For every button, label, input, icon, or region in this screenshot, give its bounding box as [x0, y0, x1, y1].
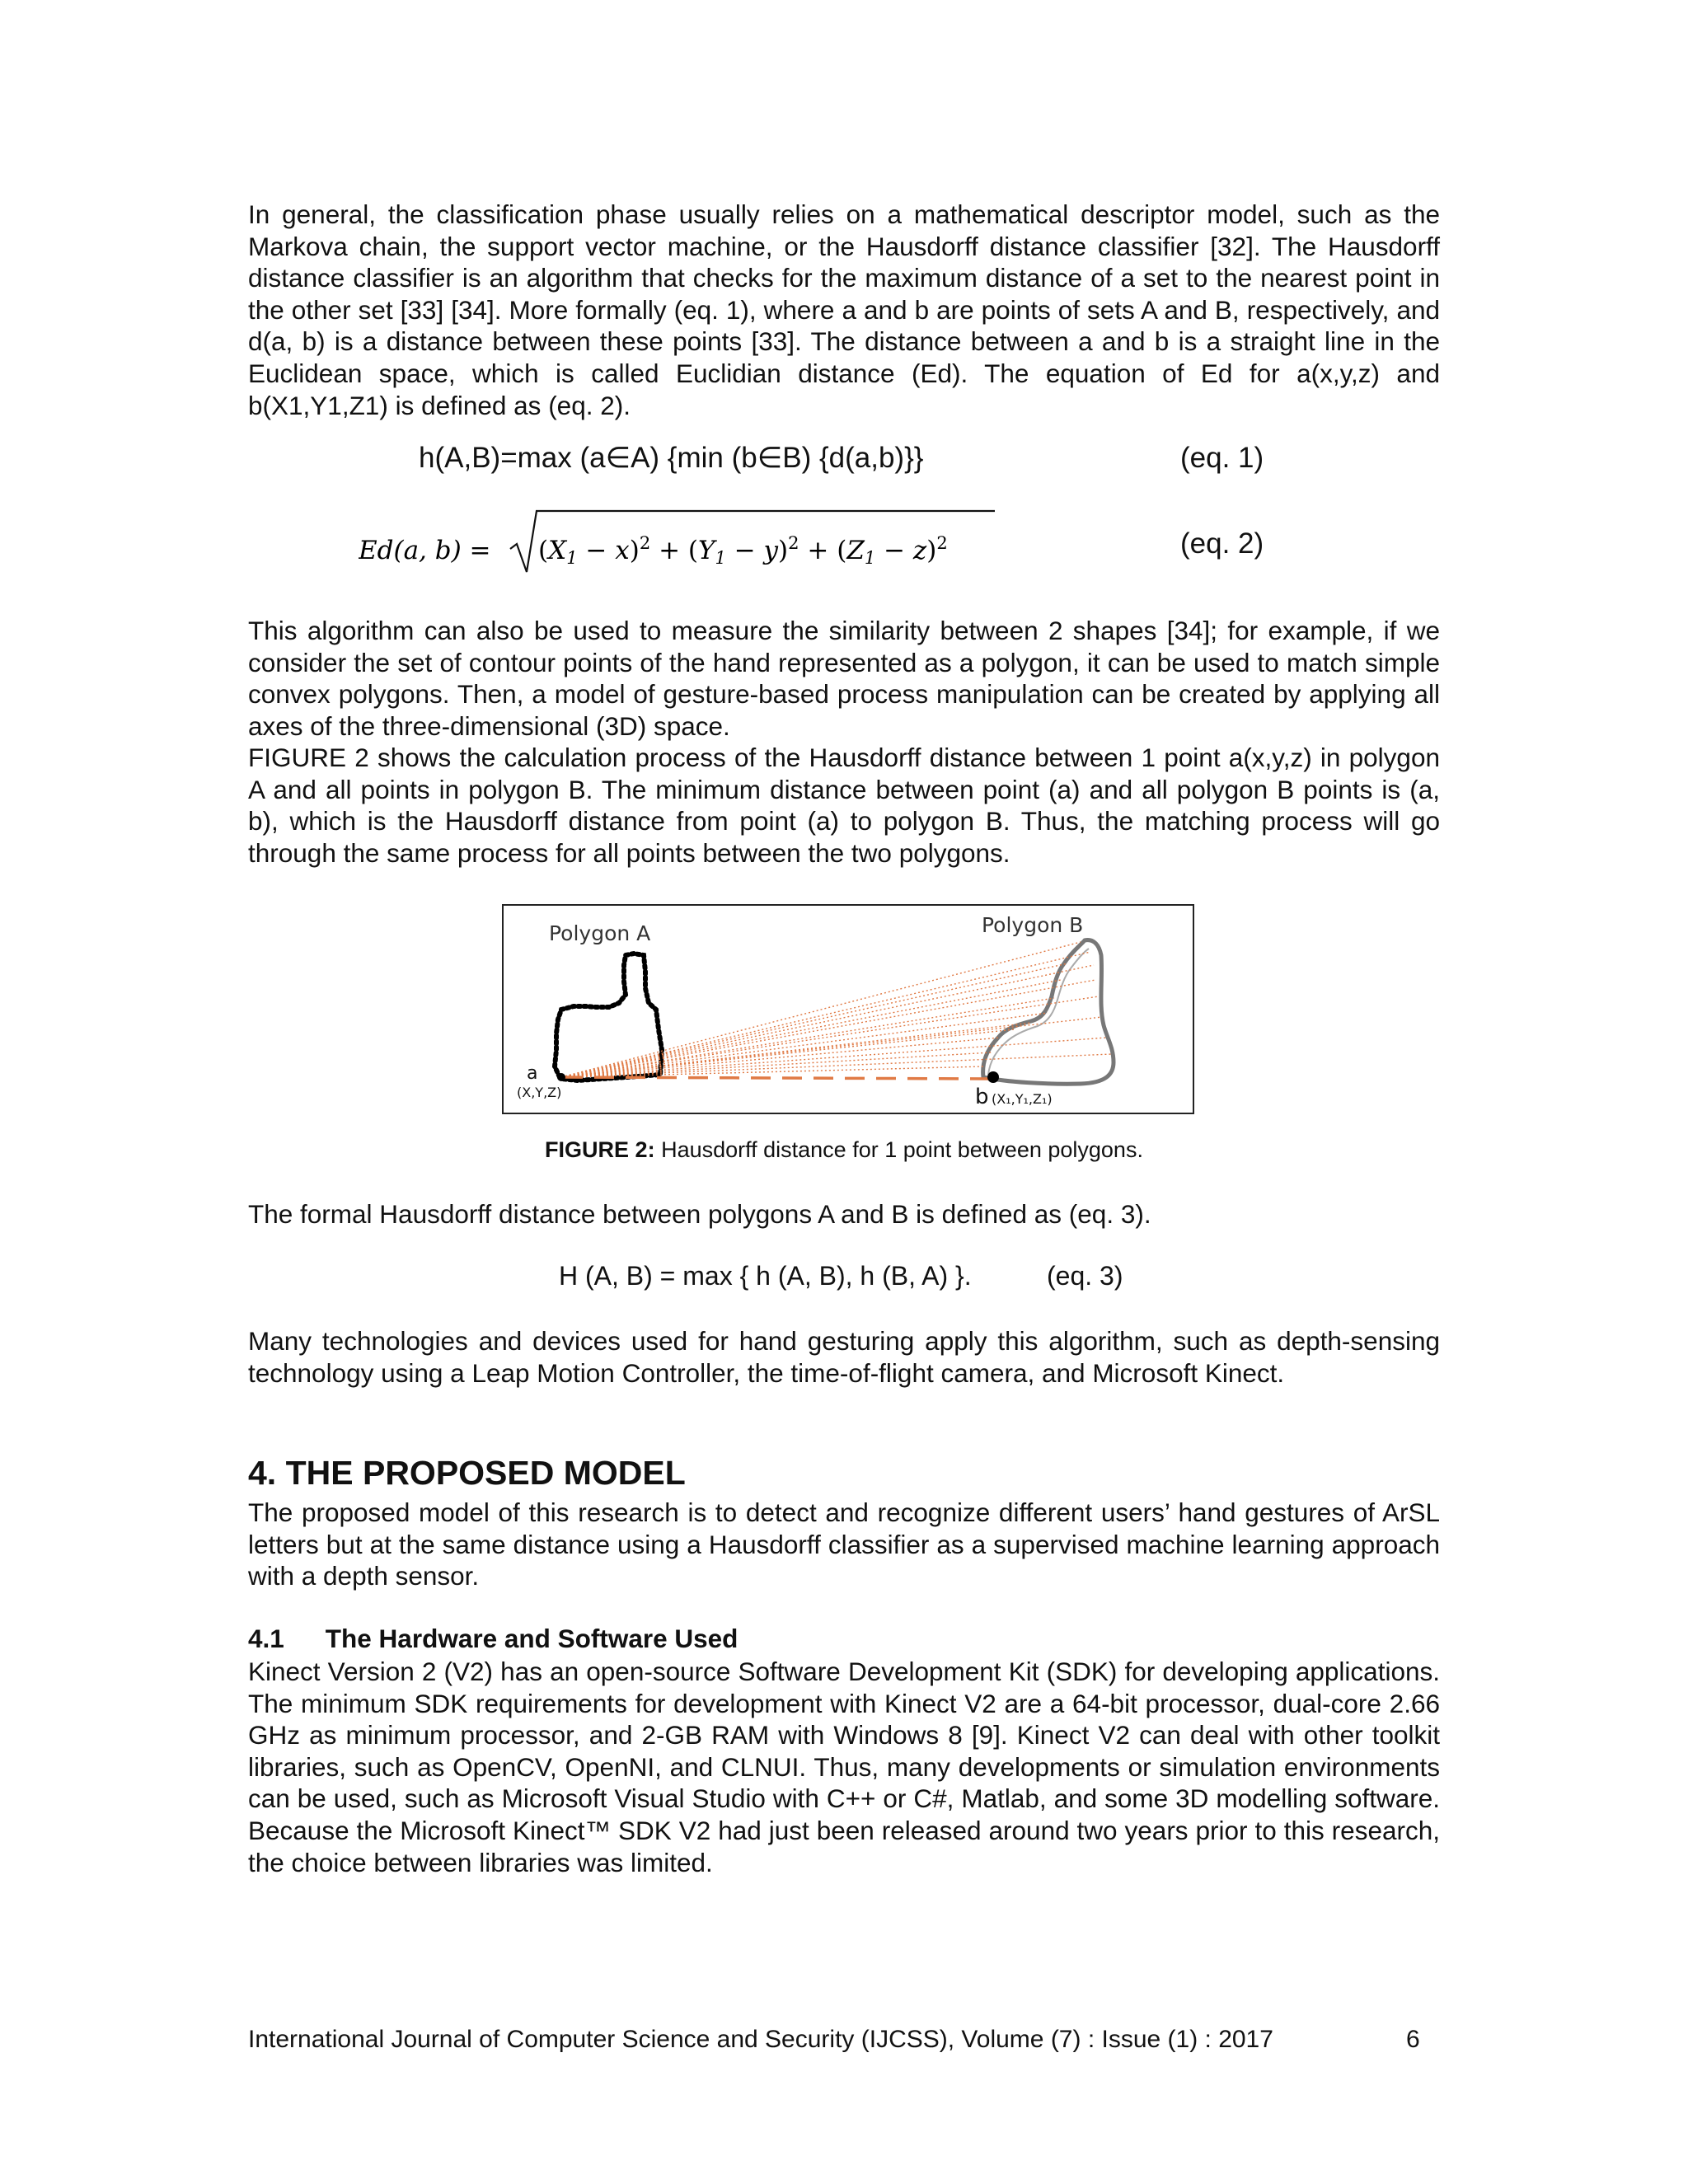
paragraph-intro: In general, the classification phase usually relies on a mathematical descriptor model, such as the Markova chain, the support vector machine, or the Hausdorff distance classifier [32]. The Hausdorff distance classifier is an algorithm that checks for the maximum distance of a set to the nearest point in the other set [33] [34]. More formally (eq. 1), where a and b are points of sets A and B, respectively, and d(a, b) is a distance between these points [33]. The distance between a and b is a straight line in the Euclidean space, which is called Euclidian distance (Ed). The equation of Ed for a(x,y,z) and b(X1,Y1,Z1) is defined as (eq. 2). [248, 199, 1440, 420]
section-4-1-number: 4.1 [248, 1624, 284, 1653]
caption-prefix: FIGURE 2: [545, 1137, 655, 1162]
point-a-marker [557, 1073, 565, 1081]
equation-3: H (A, B) = max { h (A, B), h (B, A) }. [559, 1261, 972, 1291]
paragraph-figure-description: FIGURE 2 shows the calculation process of the Hausdorff distance between 1 point a(x,y,z) in polygon A and all points in polygon B. The minimum distance between point (a) and all polygon B points is (a, b), which is the Hausdorff distance from point (a) to polygon B. Thus, the matching process will go through the same process for all points between the two polygons. [248, 743, 1440, 868]
equation-1: h(A,B)=max (a∈A) {min (b∈B) {d(a,b)}} [419, 442, 924, 474]
equation-2-label: (eq. 2) [1180, 527, 1264, 560]
paragraph-similarity: This algorithm can also be used to measure the similarity between 2 shapes [34]; for example, if we consider the set of contour points of the hand represented as a polygon, it can be used to match simple convex polygons. Then, a model of gesture-based process manipulation can be created by applying all axes of the three-dimensional (3D) space. [248, 616, 1440, 741]
journal-footer: International Journal of Computer Science and Security (IJCSS), Volume (7) : Issue (1) : 2017 [248, 2026, 1273, 2053]
caption-text: Hausdorff distance for 1 point between polygons. [654, 1137, 1143, 1162]
polygon-b-label: Polygon B [982, 913, 1084, 937]
paragraph-technologies: Many technologies and devices used for hand gesturing apply this algorithm, such as depth-sensing technology using a Leap Motion Controller, the time-of-flight camera, and Microsoft Kinect. [248, 1326, 1440, 1388]
hausdorff-diagram-svg [504, 906, 1194, 1114]
equation-3-label: (eq. 3) [1047, 1261, 1123, 1291]
equation-2-formula [359, 506, 1001, 580]
equation-1-label: (eq. 1) [1180, 442, 1264, 474]
svg-text:(X1 − x)2 + (Y1 − y)2 + (Z1 −: $(X1 - x)^2 + (Y1 - y)^2 + (Z1 - z)^2$ [538, 533, 948, 568]
point-a-coords: (X,Y,Z) [517, 1085, 562, 1100]
paragraph-formal-definition: The formal Hausdorff distance between polygons A and B is defined as (eq. 3). [248, 1199, 1151, 1229]
page-number: 6 [1406, 2026, 1420, 2053]
polygon-a-label: Polygon A [549, 921, 651, 945]
figure-2-hausdorff-diagram [502, 904, 1194, 1114]
svg-text:Ed(a, b) =: Ed(a, b) = [359, 536, 491, 565]
polygon-b-contour [983, 940, 1114, 1085]
polygon-a-contour [555, 954, 662, 1080]
equation-2 [359, 506, 1001, 580]
section-4-1-heading [248, 1624, 738, 1654]
point-b-label: b [975, 1085, 989, 1109]
figure-2-caption [0, 1137, 1688, 1163]
point-a-label: a [527, 1063, 538, 1084]
section-4-1-title: The Hardware and Software Used [325, 1624, 738, 1653]
paragraph-hardware-software: Kinect Version 2 (V2) has an open-source Software Development Kit (SDK) for developing applications. The minimum SDK requirements for development with Kinect V2 are a 64-bit processor, dual-core 2.66 GHz as minimum processor, and 2-GB RAM with Windows 8 [9]. Kinect V2 can deal with other toolkit libraries, such as OpenCV, OpenNI, and CLNUI. Thus, many developments or simulation environments can be used, such as Microsoft Visual Studio with C++ or C#, Matlab, and some 3D modelling software. Because the Microsoft Kinect™ SDK V2 had just been released around two years prior to this research, the choice between libraries was limited. [248, 1657, 1440, 1877]
paragraph-proposed-model: The proposed model of this research is to detect and recognize different users’ hand gestures of ArSL letters but at the same distance using a Hausdorff classifier as a supervised machine learning approach with a depth sensor. [248, 1497, 1440, 1591]
point-b-marker [987, 1071, 999, 1083]
minimum-distance-line [563, 1077, 992, 1079]
section-4-heading: 4. THE PROPOSED MODEL [248, 1454, 686, 1492]
point-b-coords: (X₁,Y₁,Z₁) [992, 1091, 1053, 1107]
